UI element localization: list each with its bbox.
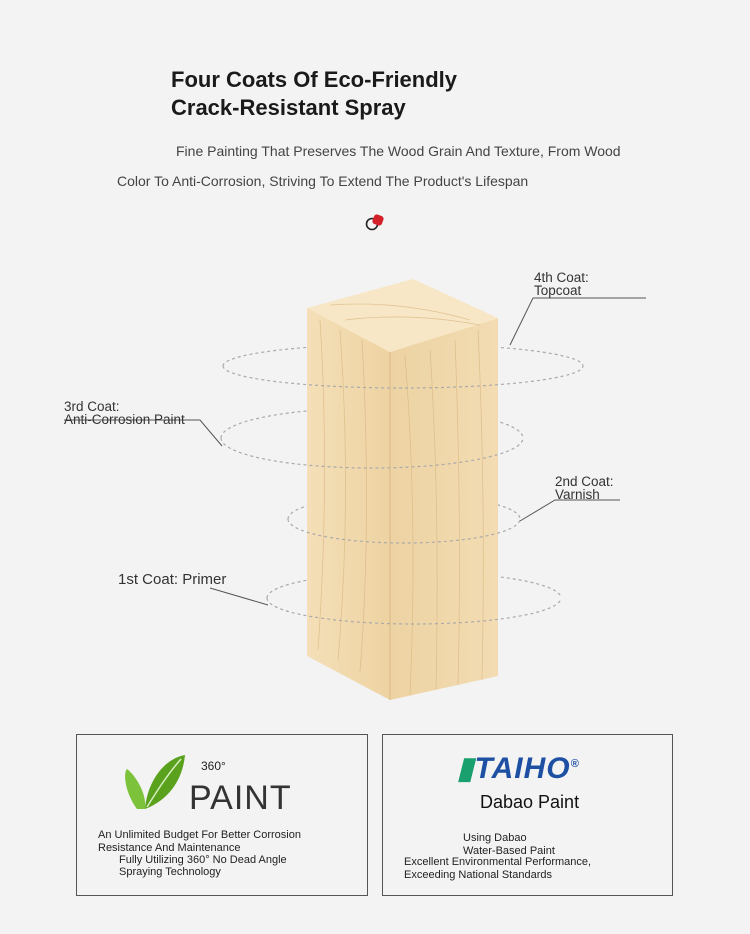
page-title bbox=[171, 66, 457, 122]
leader-2 bbox=[520, 500, 620, 521]
leader-4 bbox=[510, 298, 646, 345]
subtitle-line-2: Color To Anti-Corrosion, Striving To Extend The Product's Lifespan bbox=[117, 173, 529, 189]
right-card-line-1: Using Dabao bbox=[463, 832, 527, 844]
card-dabao-paint bbox=[382, 734, 673, 896]
left-card-line-1: An Unlimited Budget For Better Corrosion bbox=[98, 829, 301, 841]
degree-badge: 360° bbox=[201, 759, 226, 773]
title-line-1: Four Coats Of Eco-Friendly bbox=[171, 67, 458, 92]
wood-block-illustration bbox=[0, 240, 750, 710]
coat-3-label bbox=[64, 400, 185, 426]
coat-4-name: Topcoat bbox=[534, 283, 582, 298]
paint-logo-text: PAINT bbox=[189, 779, 292, 817]
leader-1 bbox=[210, 588, 268, 605]
registered-mark: ® bbox=[570, 758, 580, 770]
coat-2-name: Varnish bbox=[555, 487, 600, 502]
right-card-line-3: Excellent Environmental Performance, bbox=[404, 856, 592, 868]
title-line-2: Crack-Resistant Spray bbox=[171, 95, 406, 120]
coat-4-label bbox=[534, 271, 589, 297]
taiho-brand-text: TAIHO bbox=[474, 752, 571, 785]
divider-icon bbox=[364, 212, 384, 232]
coat-1-label: 1st Coat: Primer bbox=[118, 571, 227, 588]
coat-3-name: Anti-Corrosion Paint bbox=[64, 412, 185, 427]
leaf-logo-icon bbox=[123, 753, 189, 813]
left-card-line-2: Resistance And Maintenance bbox=[98, 842, 241, 854]
coat-4-title: 4th Coat: bbox=[534, 270, 589, 285]
wood-block bbox=[307, 279, 498, 700]
left-card-line-3: Fully Utilizing 360° No Dead Angle bbox=[119, 854, 287, 866]
coat-2-title: 2nd Coat: bbox=[555, 474, 614, 489]
product-name: Dabao Paint bbox=[480, 792, 580, 812]
right-card-line-4: Exceeding National Standards bbox=[404, 869, 552, 881]
coat-2-label bbox=[555, 475, 614, 501]
subtitle-line-1: Fine Painting That Preserves The Wood Grain And Texture, From Wood bbox=[176, 143, 621, 159]
left-card-line-4: Spraying Technology bbox=[119, 866, 221, 878]
card-360-paint bbox=[76, 734, 368, 896]
coat-3-title: 3rd Coat: bbox=[64, 399, 120, 414]
right-card-line-2: Water-Based Paint bbox=[463, 845, 555, 857]
taiho-logo-mark: ▮ bbox=[457, 752, 475, 785]
taiho-logo bbox=[457, 751, 580, 786]
